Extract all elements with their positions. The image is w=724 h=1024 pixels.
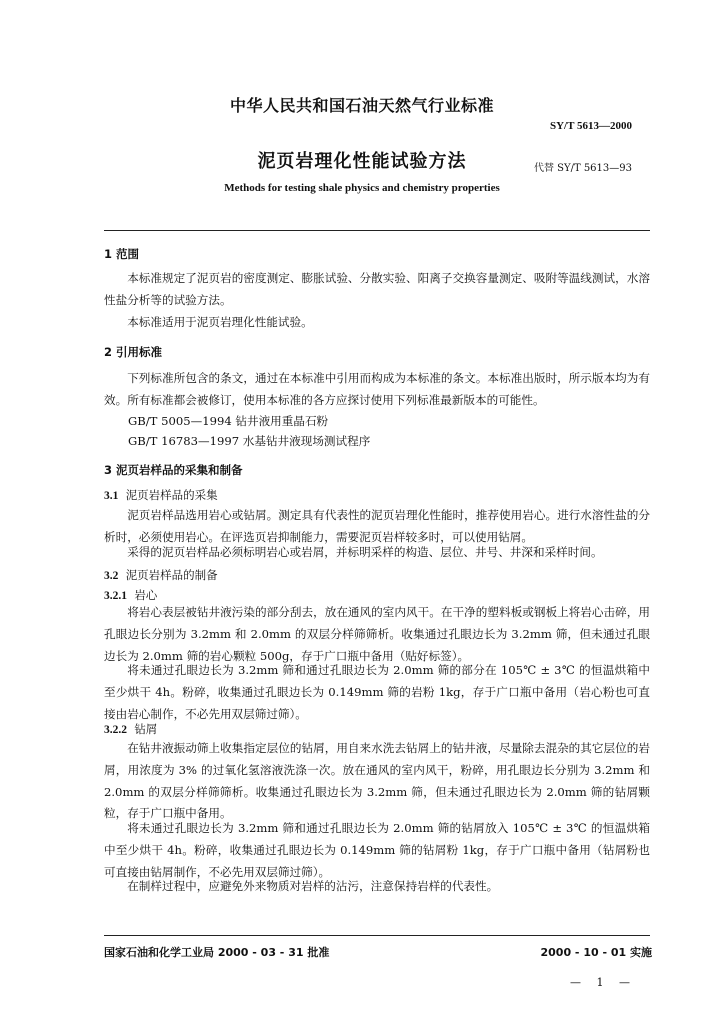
subsection-3-2-1-heading — [104, 587, 157, 603]
subsection-3-2-2-paragraph-3: 在制样过程中，应避免外来物质对岩样的沾污，注意保持岩样的代表性。 — [127, 879, 499, 893]
section-3-heading: 3 泥页岩样品的采集和制备 — [104, 463, 243, 477]
document-title-english: Methods for testing shale physics and chemistry properties — [224, 182, 500, 194]
subsection-3-1-label: 泥页岩样品的采集 — [125, 488, 218, 502]
subsection-3-2-heading — [104, 567, 218, 583]
reference-standard-1: GB/T 5005—1994 钻井液用重晶石粉 — [128, 414, 329, 428]
subsection-3-2-2-paragraph-1: 在钻井液振动筛上收集指定层位的钻屑，用自来水洗去钻屑上的钻井液，尽量除去混杂的其它层位的岩屑，用浓度为 3% 的过氧化氢溶液洗涤一次。放在通风的室内风干，粉碎，用孔眼边长分别为 3.2mm 和 2.0mm 的双层分样筛筛析。收集通过孔眼边长为 3.2mm 筛，但未通过孔眼边长为 2.0mm 筛的钻屑颗粒，存于广口瓶中备用。 — [104, 741, 650, 821]
section-1-paragraph-2: 本标准适用于泥页岩理化性能试验。 — [127, 315, 313, 329]
subsection-3-2-1-label: 岩心 — [134, 588, 158, 602]
header-divider — [104, 230, 650, 231]
issuing-org-header: 中华人民共和国石油天然气行业标准 — [229, 96, 494, 115]
approval-date: 国家石油和化学工业局 2000 - 03 - 31 批准 — [104, 946, 330, 959]
subsection-3-1-heading — [104, 487, 218, 503]
effective-date: 2000 - 10 - 01 实施 — [540, 946, 652, 959]
subsection-3-1-paragraph-1: 泥页岩样品选用岩心或钻屑。测定具有代表性的泥页岩理化性能时，推荐使用岩心。进行水溶性盐的分析时，必须使用岩心。在评选页岩抑制能力，需要泥页岩样较多时，可以使用钻屑。 — [104, 508, 650, 544]
footer-divider — [104, 935, 650, 936]
replaces-standard: 代替 SY/T 5613—93 — [533, 163, 632, 174]
section-2-paragraph-1: 下列标准所包含的条文，通过在本标准中引用而构成为本标准的条文。本标准出版时，所示版本均为有效。所有标准都会被修订，使用本标准的各方应探讨使用下列标准最新版本的可能性。 — [104, 371, 650, 407]
reference-standard-2: GB/T 16783—1997 水基钻井液现场测试程序 — [128, 434, 371, 448]
document-title: 泥页岩理化性能试验方法 — [257, 151, 467, 172]
section-2-heading: 2 引用标准 — [104, 345, 163, 359]
subsection-3-2-2-number: 3.2.2 — [104, 724, 127, 736]
subsection-3-2-label: 泥页岩样品的制备 — [125, 568, 218, 582]
subsection-3-2-number: 3.2 — [104, 570, 119, 582]
subsection-3-2-2-label: 钻屑 — [134, 722, 158, 736]
section-1-heading: 1 范围 — [104, 247, 140, 261]
subsection-3-2-1-paragraph-2: 将未通过孔眼边长为 3.2mm 筛和通过孔眼边长为 2.0mm 筛的部分在 105℃ ± 3℃ 的恒温烘箱中至少烘干 4h。粉碎，收集通过孔眼边长为 0.149mm 筛的岩粉 1kg，存于广口瓶中备用（岩心粉也可直接由岩心制作，不必先用双层筛过筛）。 — [104, 663, 650, 721]
section-1-paragraph-1: 本标准规定了泥页岩的密度测定、膨胀试验、分散实验、阳离子交换容量测定、吸附等温线测试，水溶性盐分析等的试验方法。 — [104, 271, 650, 307]
subsection-3-2-1-number: 3.2.1 — [104, 590, 127, 602]
subsection-3-2-2-heading — [104, 721, 157, 737]
subsection-3-1-number: 3.1 — [104, 490, 119, 502]
subsection-3-2-2-paragraph-2: 将未通过孔眼边长为 3.2mm 筛和通过孔眼边长为 2.0mm 筛的钻屑放入 105℃ ± 3℃ 的恒温烘箱中至少烘干 4h。粉碎，收集通过孔眼边长为 0.149mm 筛的钻屑粉 1kg，存于广口瓶中备用（钻屑粉也可直接由钻屑制作，不必先用双层筛过筛）。 — [104, 821, 650, 879]
page-number: — 1 — — [570, 976, 636, 989]
subsection-3-1-paragraph-2: 采得的泥页岩样品必须标明岩心或岩屑，并标明采样的构造、层位、井号、井深和采样时间。 — [127, 545, 603, 559]
standard-number: SY/T 5613—2000 — [549, 120, 632, 132]
subsection-3-2-1-paragraph-1: 将岩心表层被钻井液污染的部分刮去，放在通风的室内风干。在干净的塑料板或钢板上将岩心击碎，用孔眼边长分别为 3.2mm 和 2.0mm 的双层分样筛筛析。收集通过孔眼边长为 3.2mm 筛，但未通过孔眼边长为 2.0mm 筛的岩心颗粒 500g，存于广口瓶中备用（贴好标签）。 — [104, 605, 650, 663]
